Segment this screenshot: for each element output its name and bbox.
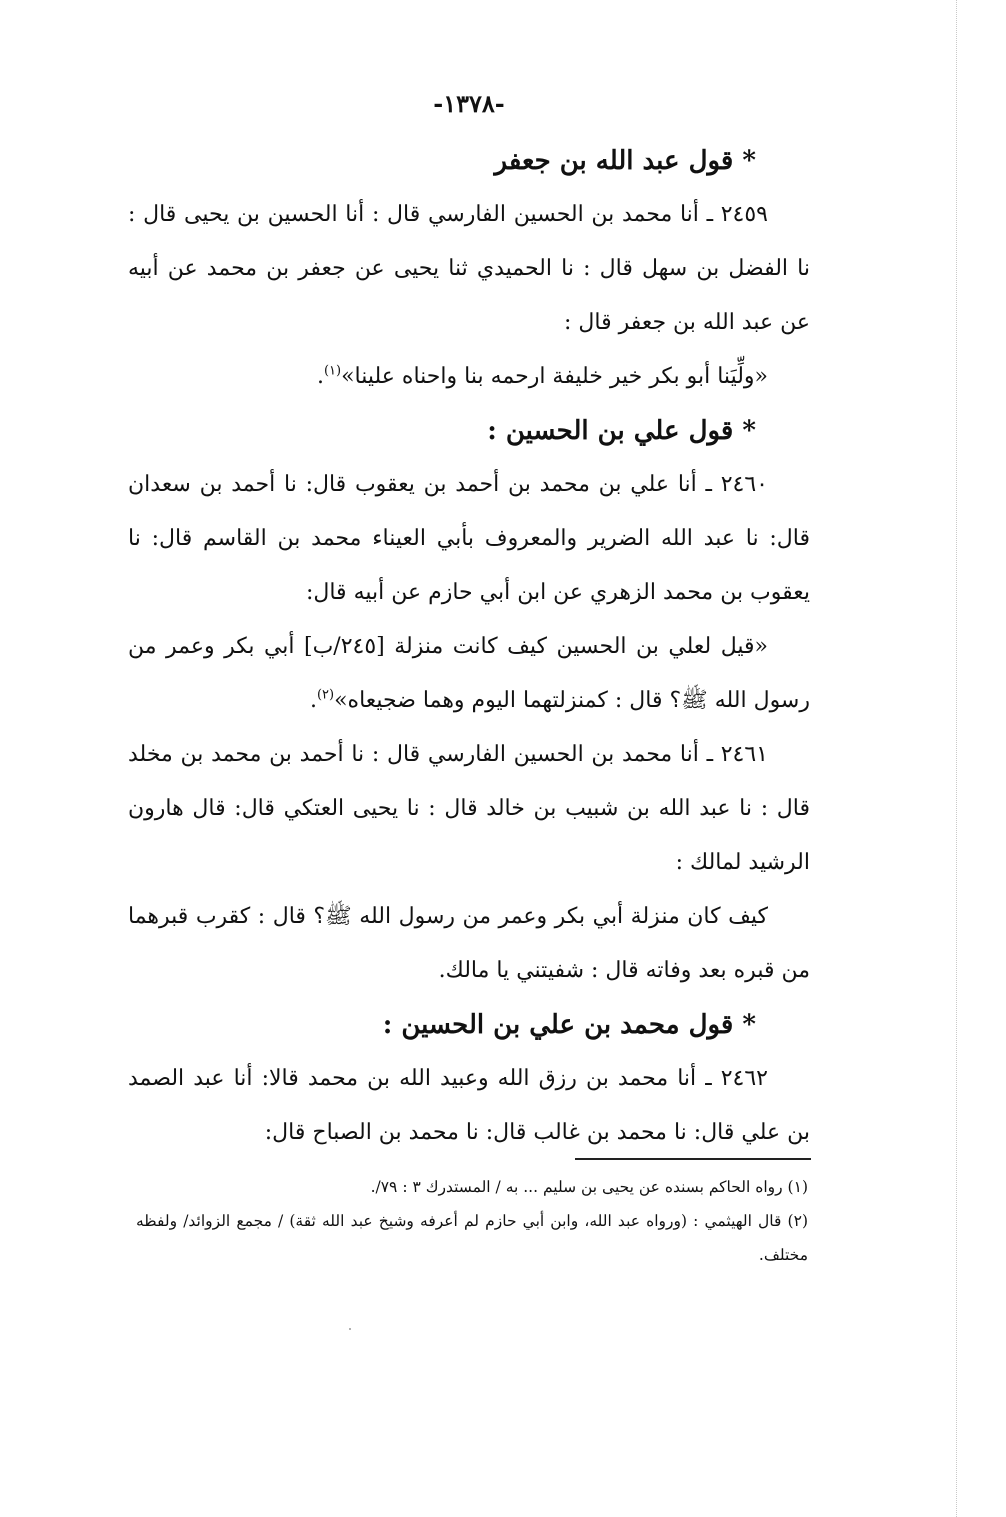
- footnote-2: (٢) قال الهيثمي : (ورواه عبد الله، وابن أبي حازم لم أعرفه وشيخ عبد الله ثقة) / مجمع الزوائد/ ولفظه مختلف.: [136, 1212, 808, 1264]
- section-heading-abdullah-ibn-jafar: * قول عبد الله بن جعفر: [494, 146, 756, 176]
- quote-2459-text: «ولِّيَنا أبو بكر خير خليفة ارحمه بنا واحناه علينا»: [341, 364, 768, 389]
- narration-2462: ٢٤٦٢ ـ أنا محمد بن رزق الله وعبيد الله بن محمد قالا: أنا عبد الصمد بن علي قال: نا محمد بن غالب قال: نا محمد بن الصباح قال:: [128, 1066, 810, 1145]
- narration-2461: ٢٤٦١ ـ أنا محمد بن الحسين الفارسي قال : نا أحمد بن محمد بن مخلد قال : نا عبد الله بن شبيب بن خالد قال : نا يحيى العتكي قال: قال هارون الرشيد لمالك :: [128, 742, 810, 875]
- footnote-separator: [575, 1158, 811, 1160]
- quote-2461: كيف كان منزلة أبي بكر وعمر من رسول الله ﷺ؟ قال : كقرب قبرهما من قبره بعد وفاته قال : شفيتني يا مالك.: [128, 904, 810, 983]
- narration-2460: ٢٤٦٠ ـ أنا علي بن محمد بن أحمد بن يعقوب قال: نا أحمد بن سعدان قال: نا عبد الله الضرير والمعروف بأبي العيناء محمد بن القاسم قال: نا يعقوب بن محمد الزهري عن ابن أبي حازم عن أبيه قال:: [128, 472, 810, 605]
- scan-speck: [349, 1328, 351, 1330]
- quote-2460: «قيل لعلي بن الحسين كيف كانت منزلة [٢٤٥/ب] أبي بكر وعمر من رسول الله ﷺ؟ قال : كمنزلتهما اليوم وهما ضجيعاه»$^{(٢)}$.: [128, 634, 810, 713]
- footnote-ref-2: (٢): [316, 687, 335, 703]
- quote-2459: «ولِّيَنا أبو بكر خير خليفة ارحمه بنا واحناه علينا»$^{(١)}$.: [316, 363, 768, 389]
- footnote-1: (١) رواه الحاكم بسنده عن يحيى بن سليم ... به / المستدرك ٣ : ٧٩/.: [370, 1178, 808, 1196]
- scan-edge-line: [956, 0, 957, 1517]
- narration-2459: ٢٤٥٩ ـ أنا محمد بن الحسين الفارسي قال : أنا الحسين بن يحيى قال : نا الفضل بن سهل قال : نا الحميدي ثنا يحيى عن جعفر بن محمد عن أبيه عن عبد الله بن جعفر قال :: [128, 202, 810, 335]
- section-heading-muhammad-ibn-ali: * قول محمد بن علي بن الحسين :: [382, 1010, 756, 1040]
- page-number: -١٣٧٨-: [433, 89, 505, 118]
- page-body: [128, 80, 810, 1160]
- footnotes: [136, 1170, 808, 1272]
- section-heading-ali-ibn-al-husayn: * قول علي بن الحسين :: [487, 416, 756, 446]
- footnote-ref-1: (١): [323, 363, 342, 379]
- quote-2460-text: «قيل لعلي بن الحسين كيف كانت منزلة [٢٤٥/ب] أبي بكر وعمر من رسول الله ﷺ؟ قال : كمنزلتهما اليوم وهما ضجيعاه»: [128, 634, 810, 713]
